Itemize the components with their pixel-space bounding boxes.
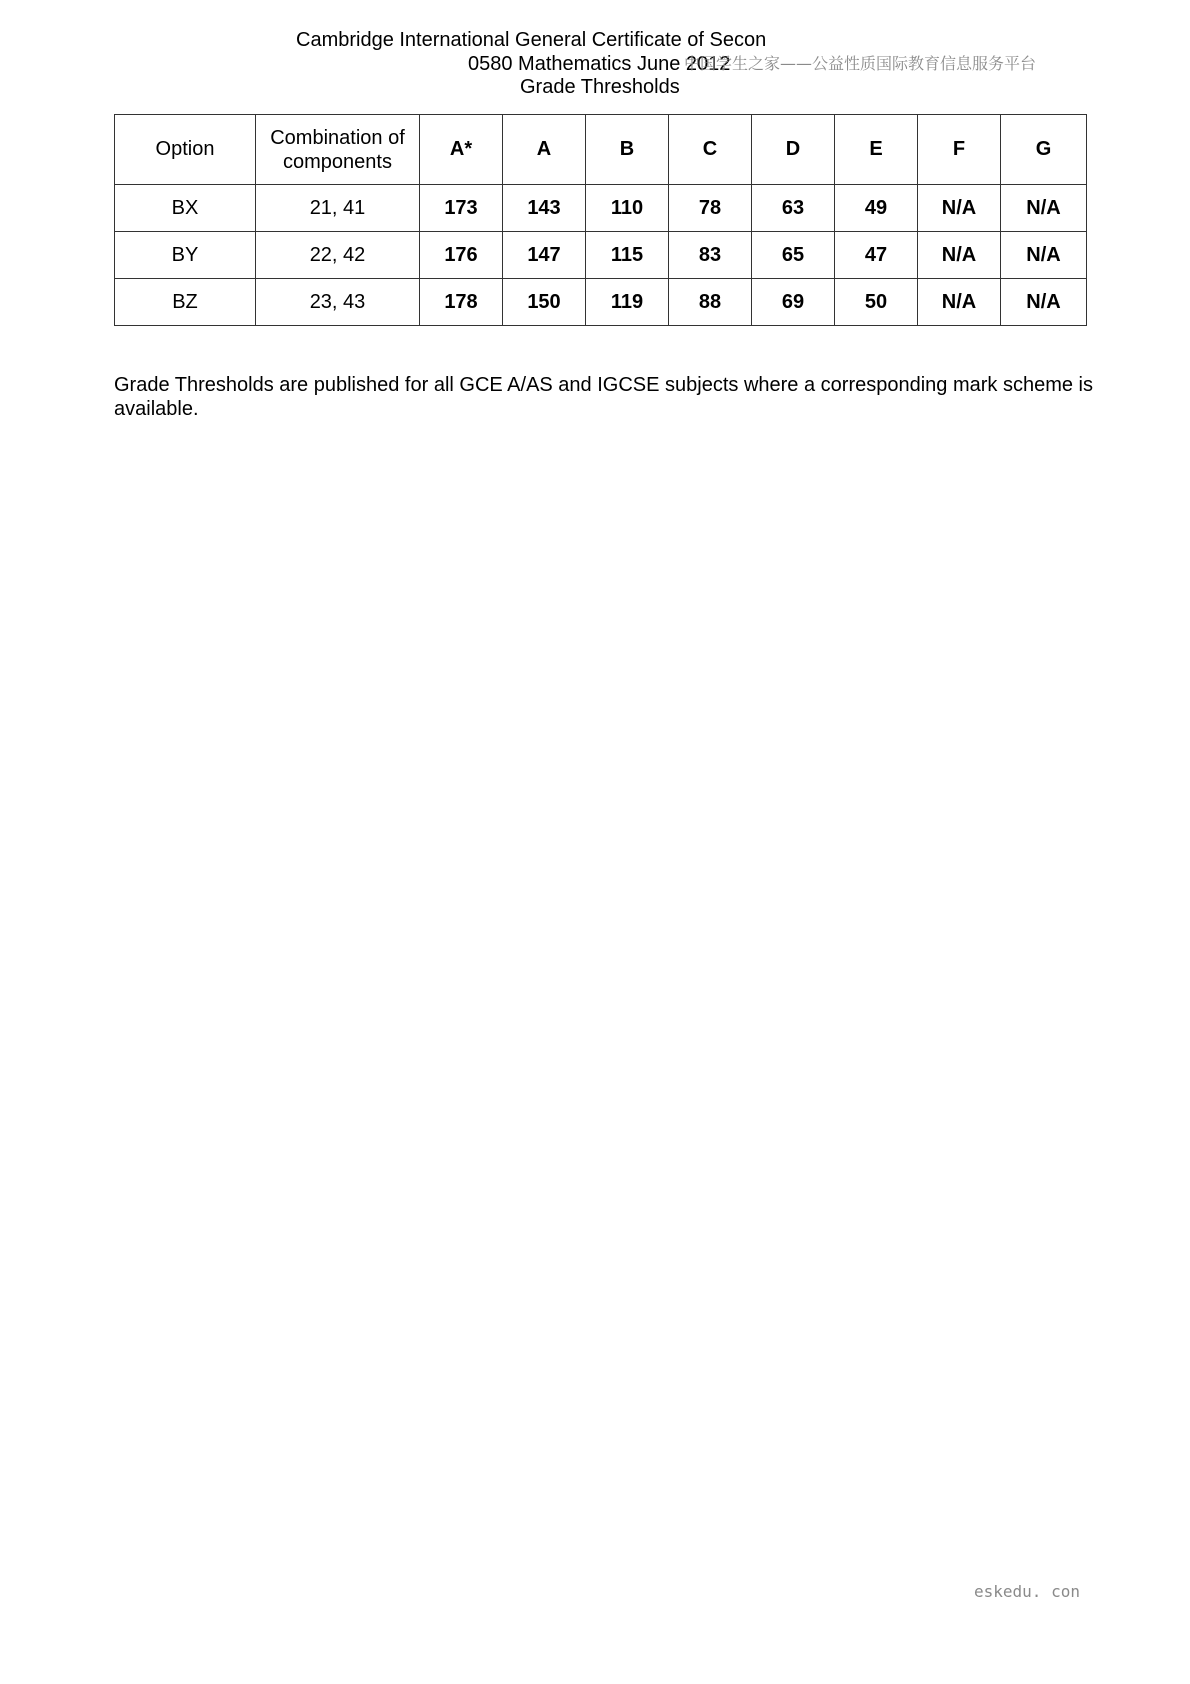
document-heading: Grade Thresholds xyxy=(520,76,680,98)
cell-threshold: 78 xyxy=(669,185,752,232)
cell-option: BX xyxy=(115,185,256,232)
header-grade-f: F xyxy=(918,115,1001,185)
table-row xyxy=(115,279,1087,326)
table-row xyxy=(115,185,1087,232)
header-grade-d: D xyxy=(752,115,835,185)
cell-threshold: 178 xyxy=(420,279,503,326)
header-combination-line1: Combination of xyxy=(270,126,405,149)
cell-threshold: 176 xyxy=(420,232,503,279)
cell-threshold: 65 xyxy=(752,232,835,279)
cell-threshold: 150 xyxy=(503,279,586,326)
cell-threshold: 47 xyxy=(835,232,918,279)
cell-threshold: 173 xyxy=(420,185,503,232)
header-combination-line2: components xyxy=(283,150,392,173)
header-combination xyxy=(256,115,420,185)
table-row xyxy=(115,232,1087,279)
cell-threshold: 147 xyxy=(503,232,586,279)
watermark-top: 中国学生之家——公益性质国际教育信息服务平台 xyxy=(684,54,1037,73)
grade-thresholds-table xyxy=(114,114,1087,326)
cell-threshold: 143 xyxy=(503,185,586,232)
cell-threshold: 63 xyxy=(752,185,835,232)
header-grade-g: G xyxy=(1001,115,1087,185)
cell-option: BY xyxy=(115,232,256,279)
cell-threshold: 88 xyxy=(669,279,752,326)
header-option: Option xyxy=(115,115,256,185)
header-grade-a: A xyxy=(503,115,586,185)
cell-threshold: 110 xyxy=(586,185,669,232)
cell-threshold: N/A xyxy=(918,279,1001,326)
cell-components: 23, 43 xyxy=(256,279,420,326)
header-grade-c: C xyxy=(669,115,752,185)
document-title: Cambridge International General Certificate of Secon xyxy=(296,29,767,51)
header-grade-e: E xyxy=(835,115,918,185)
cell-threshold: 115 xyxy=(586,232,669,279)
cell-threshold: N/A xyxy=(918,232,1001,279)
cell-threshold: N/A xyxy=(1001,185,1087,232)
header-grade-astar: A* xyxy=(420,115,503,185)
cell-components: 21, 41 xyxy=(256,185,420,232)
cell-threshold: N/A xyxy=(1001,232,1087,279)
cell-threshold: 83 xyxy=(669,232,752,279)
cell-threshold: 119 xyxy=(586,279,669,326)
cell-threshold: N/A xyxy=(918,185,1001,232)
cell-components: 22, 42 xyxy=(256,232,420,279)
cell-option: BZ xyxy=(115,279,256,326)
footnote: Grade Thresholds are published for all GCE A/AS and IGCSE subjects where a corresponding mark scheme is available. xyxy=(114,374,1093,420)
table-header-row xyxy=(115,115,1087,185)
cell-threshold: 50 xyxy=(835,279,918,326)
cell-threshold: 49 xyxy=(835,185,918,232)
cell-threshold: 69 xyxy=(752,279,835,326)
cell-threshold: N/A xyxy=(1001,279,1087,326)
watermark-bottom: eskedu. con xyxy=(974,1582,1080,1601)
document-subtitle: 0580 Mathematics June 2012 xyxy=(468,53,731,75)
header-grade-b: B xyxy=(586,115,669,185)
